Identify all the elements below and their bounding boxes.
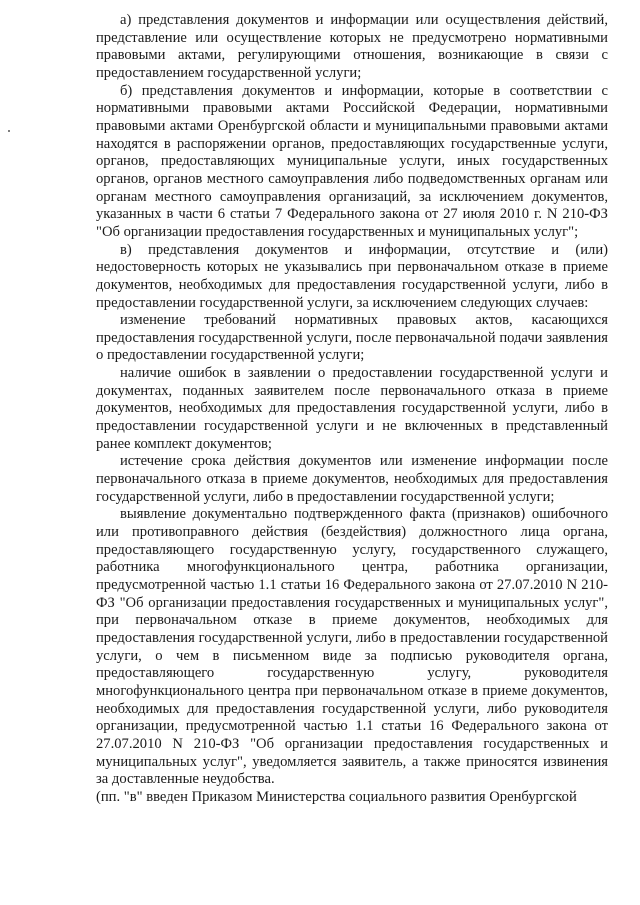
paragraph-a: а) представления документов и информации или осуществления действий, представление или осуществление которых не предусмотрено нормативными правовыми актами, регулирующими отношения, возникающие в связи с предоставлением государственной услуги; xyxy=(96,12,608,81)
exception-4: выявление документально подтвержденного факта (признаков) ошибочного или противоправного действия (бездействия) должностного лица органа, предоставляющего государственную услугу, государственного служащего, работника многофункционального центра, работника организации, предусмотренной частью 1.1 статьи 16 Федерального закона от 27.07.2010 N 210-ФЗ "Об организации предоставления государственных и муниципальных услуг", при первоначальном отказе в приеме документов, необходимых для предоставления государственной услуги, либо в предоставлении государственной услуги, о чем в письменном виде за подписью руководителя органа, предоставляющего государственную услугу, руководителя многофункционального центра при первоначальном отказе в приеме документов, необходимых для предоставления государственной услуги, либо руководителя организации, предусмотренной частью 1.1 статьи 16 Федерального закона от 27.07.2010 N 210-ФЗ "Об организации предоставления государственных и муниципальных услуг", уведомляется заявитель, а также приносятся извинения за доставленные неудобства. xyxy=(96,506,608,788)
exception-3: истечение срока действия документов или изменение информации после первоначального отказа в приеме документов, необходимых для предоставления государственной услуги, либо в предоставлении государственной услуги; xyxy=(96,453,608,505)
exception-1: изменение требований нормативных правовых актов, касающихся предоставления государственной услуги, после первоначальной подачи заявления о предоставлении государственной услуги; xyxy=(96,312,608,364)
paragraph-v: в) представления документов и информации, отсутствие и (или) недостоверность которых не указывались при первоначальном отказе в приеме документов, необходимых для предоставления государственной услуги, либо в предоставлении государственной услуги, за исключением следующих случаев: xyxy=(96,241,608,311)
exception-2: наличие ошибок в заявлении о предоставлении государственной услуги и документах, поданных заявителем после первоначального отказа в приеме документов, необходимых для предоставления государственной услуги, либо в предоставлении государственной услуги и не включенных в представленный ранее комплект документов; xyxy=(96,365,608,452)
amendment-note: (пп. "в" введен Приказом Министерства социального развития Оренбургской xyxy=(96,788,577,805)
document-page xyxy=(96,12,608,807)
scan-speck xyxy=(8,130,10,132)
paragraph-b: б) представления документов и информации, которые в соответствии с нормативными правовыми актами Российской Федерации, нормативными правовыми актами Оренбургской области и муниципальными правовыми актами находятся в распоряжении органов, предоставляющих государственные услуги, органов, предоставляющих муниципальные услуги, иных государственных органов, органов местного самоуправления либо подведомственных органам или органам местного самоуправления организаций, за исключением документов, указанных в части 6 статьи 7 Федерального закона от 27 июля 2010 г. N 210-ФЗ "Об организации предоставления государственных и муниципальных услуг"; xyxy=(96,82,608,240)
